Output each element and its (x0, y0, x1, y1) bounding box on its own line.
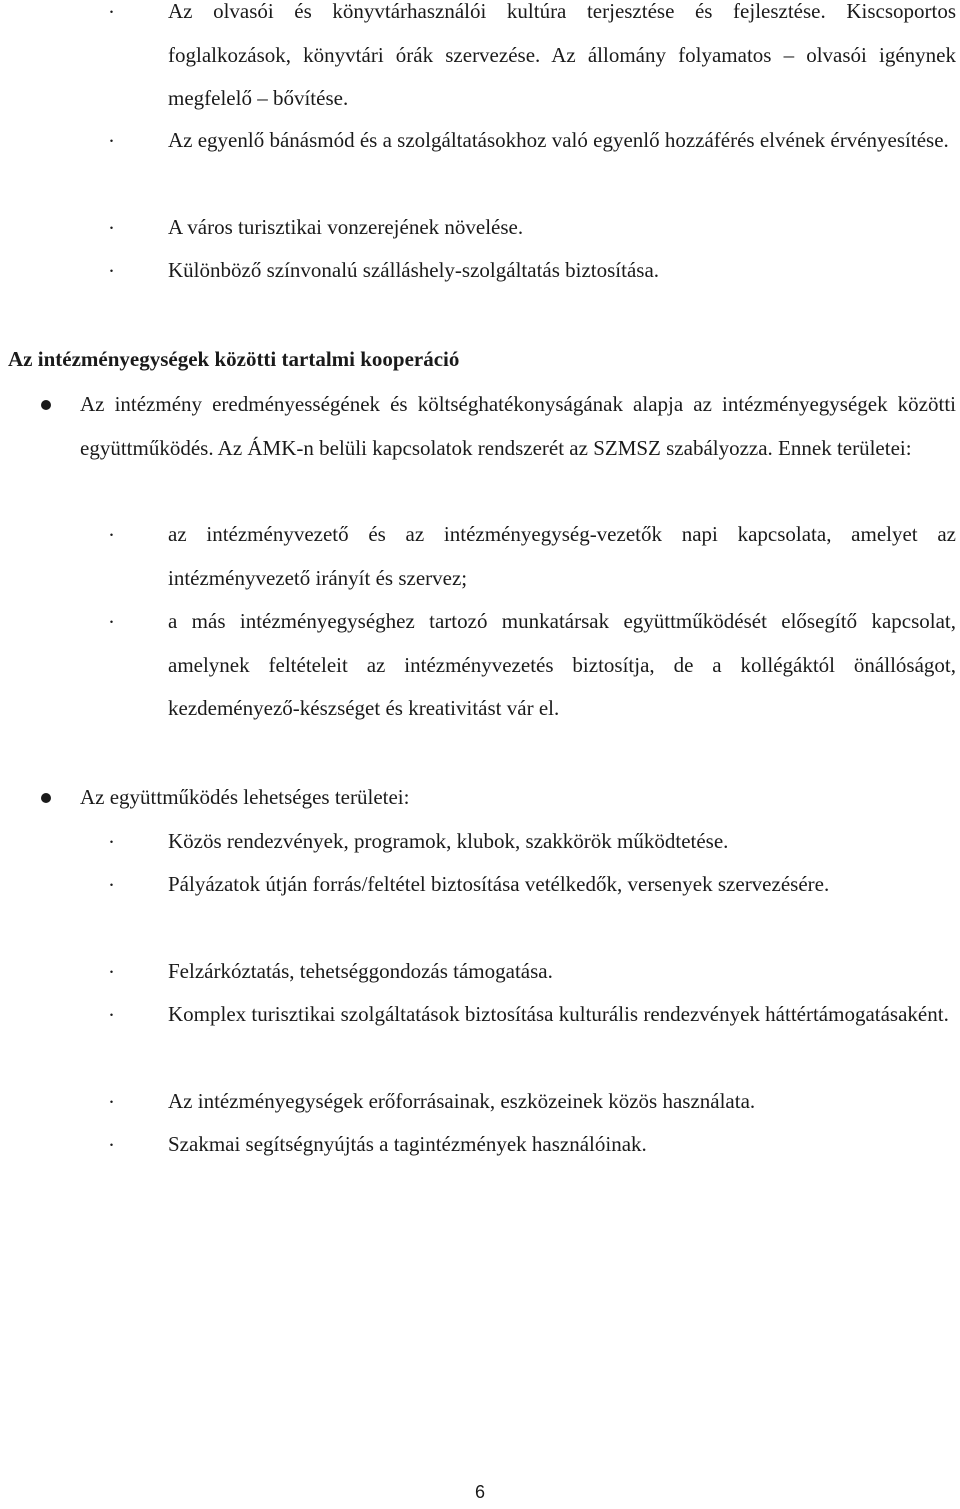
list-item-text: Szakmai segítségnyújtás a tagintézmények használóinak. (168, 1132, 647, 1156)
list-marker: · (108, 0, 115, 24)
list-item-text: Komplex turisztikai szolgáltatások biztosítása kulturális rendezvények háttértámogatásaként. (168, 1002, 949, 1026)
list-marker: · (108, 523, 115, 547)
list-marker: · (108, 610, 115, 634)
list-item-text: a más intézményegységhez tartozó munkatársak együttműködését elősegítő kapcsolat, amelynek feltételeit az intézményvezetés biztosítja, de a kollégáktól önállóságot, kezdeményező-készséget és kreativitást vár el. (168, 609, 956, 720)
list-item-text: Az egyenlő bánásmód és a szolgáltatásokhoz való egyenlő hozzáférés elvének érvényesítése. (168, 128, 949, 152)
list-marker: · (108, 873, 115, 897)
list-marker: · (108, 1003, 115, 1027)
list-marker: · (108, 1133, 115, 1157)
list-item-text: A város turisztikai vonzerejének növelése. (168, 215, 524, 239)
list-marker: · (108, 830, 115, 854)
page-number: 6 (474, 1482, 485, 1502)
list-marker: · (108, 216, 115, 240)
list-marker: · (108, 960, 115, 984)
list-marker: · (108, 129, 115, 153)
list-marker: · (108, 1090, 115, 1114)
bullet-icon (41, 400, 51, 410)
list-item-text: Különböző színvonalú szálláshely-szolgáltatás biztosítása. (168, 258, 660, 282)
bullet-icon (41, 793, 51, 803)
list-item-text: Az olvasói és könyvtárhasználói kultúra terjesztése és fejlesztése. Kiscsoportos foglalkozások, könyvtári órák szervezése. Az állomány folyamatos – olvasói igénynek megfelelő – bővítése. (168, 0, 956, 110)
list-item-text: Felzárkóztatás, tehetséggondozás támogatása. (168, 959, 553, 983)
list-item-text: Közös rendezvények, programok, klubok, szakkörök működtetése. (168, 829, 729, 853)
bullet-paragraph: Az intézmény eredményességének és költséghatékonyságának alapja az intézményegységek közötti együttműködés. Az ÁMK-n belüli kapcsolatok rendszerét az SZMSZ szabályozza. Ennek területei: (80, 392, 956, 460)
list-marker: · (108, 259, 115, 283)
list-item-text: Pályázatok útján forrás/feltétel biztosítása vetélkedők, versenyek szervezésére. (168, 872, 830, 896)
bullet-paragraph: Az együttműködés lehetséges területei: (80, 785, 410, 809)
list-item-text: Az intézményegységek erőforrásainak, eszközeinek közös használata. (168, 1089, 756, 1113)
section-heading: Az intézményegységek közötti tartalmi kooperáció (8, 347, 460, 371)
list-item-text: az intézményvezető és az intézményegység-vezetők napi kapcsolata, amelyet az intézményvezető irányít és szervez; (168, 522, 956, 590)
